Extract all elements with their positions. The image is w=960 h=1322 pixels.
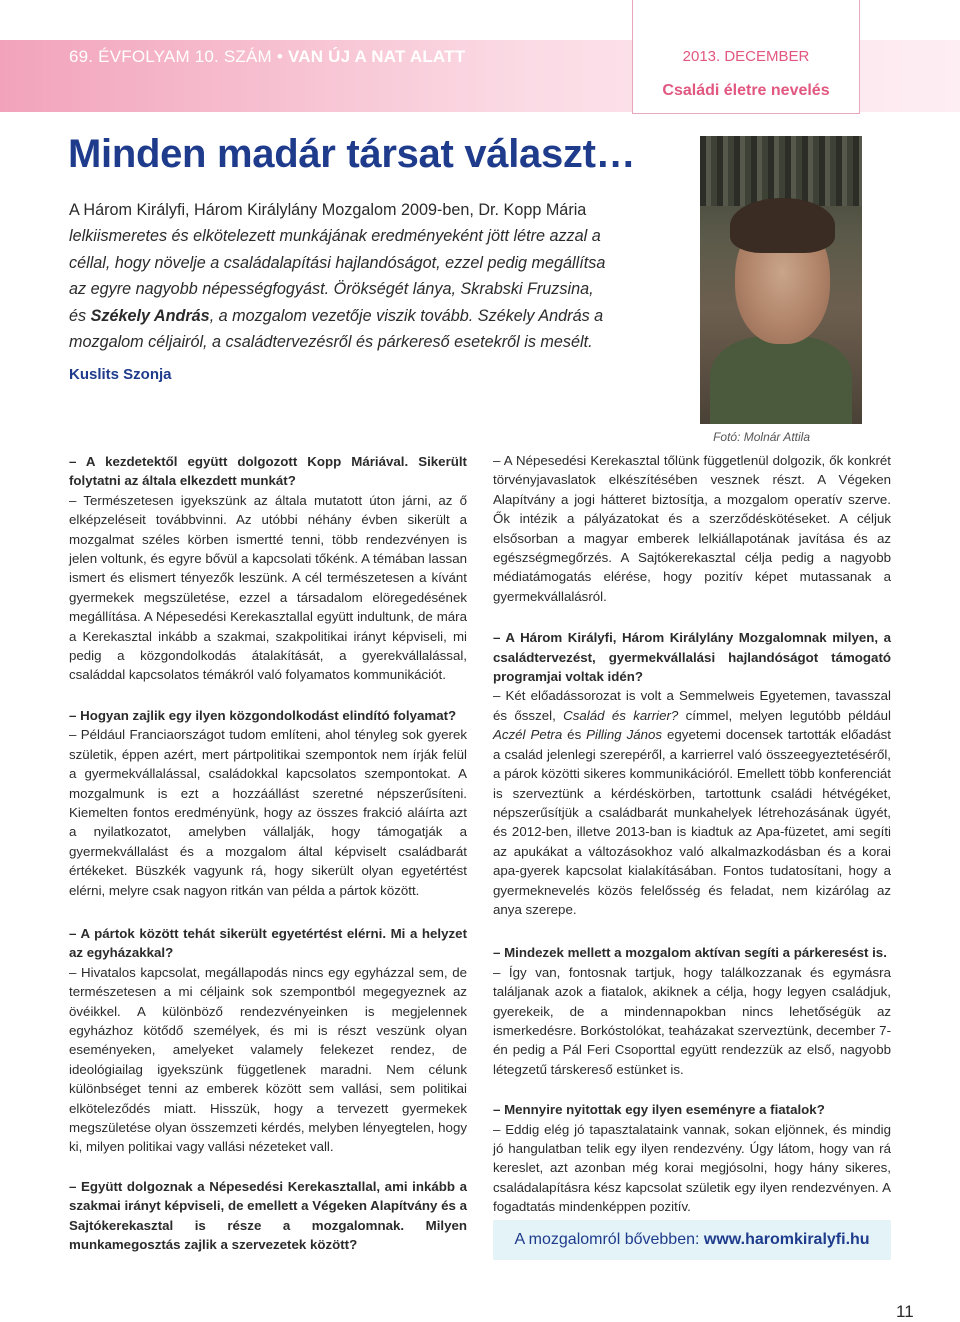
page-number: 11: [896, 1302, 914, 1321]
question: – Mennyire nyitottak egy ilyen eseményre a fiatalok?: [493, 1102, 825, 1118]
lecturer-name: Aczél Petra: [493, 727, 563, 743]
rubric-label: Családi életre nevelés: [662, 82, 830, 99]
answer: – Hivatalos kapcsolat, megállapodás nincs egy egyházzal sem, de természetesen a mi céljaink sok szempontból megegyeznek az övéikkel. A különböző rendezvényeinken is megjelennek egyházhoz kötődő személyek, és mi is részt veszünk olyan eseményeken, amelyeket valamely felekezet rendez, de ideológiailag igyekszünk függetlenek maradni. Nem célunk különbséget tenni az emberek között sem vallási, sem politikai elköteleződés miatt. Hisszük, hogy a tervezett gyermekek megszületése olyan összemzeti kérdés, melyben lényegtelen, hogy ki, milyen politikai vagy vallási nézeteket vall.: [69, 964, 467, 1155]
issue-date: 2013. DECEMBER: [682, 48, 810, 65]
header-tab: [632, 0, 860, 114]
photo-hair: [730, 198, 835, 253]
question: – Együtt dolgoznak a Népesedési Kerekasztallal, ami inkább a szakmai irányt képviseli, de emellett a Végeken Alapítvány és a Sajtókerekasztal is része a mozgalomnak. Milyen munkamegosztás zajlik a szervezetek között?: [69, 1178, 467, 1253]
lead-line: A Három Királyfi, Három Királylány Mozgalom 2009-ben, Dr. Kopp Mária: [69, 201, 587, 219]
answer: – Így van, fontosnak tartjuk, hogy találkozzanak és egymásra találjanak azok a fiatalok, akiknek a célja, hogy legyen családjuk, gyerekeik, de a mindennapokban nincs lehetőségük az ismerkedésre. Borkóstolókat, teaházakat szerveztünk, december 7-én pedig a Pál Feri Csoporttal együtt rendezzük az első, nagyobb létegzetű társkereső estünket is.: [493, 964, 891, 1077]
photo-body: [710, 336, 852, 424]
answer: – Eddig elég jó tapasztalataink vannak, sokan eljönnek, és mindig jó hangulatban telik egy ilyen rendezvény. Úgy látom, hogy van rá kereslet, azt azonban még korai megjósolni, hogy hány sikeres, családalapításra kész kapcsolat születik egy ilyen rendezvényen. A fogadtatás mindenképpen pozitív.: [493, 1121, 891, 1215]
answer-text: – Két előadássorozat is volt a Semmelweis Egyetemen, tavasszal és ősszel,: [493, 688, 891, 723]
lecture-title: Család és karrier?: [563, 707, 679, 723]
left-column: [69, 452, 467, 1254]
author-name: Kuslits Szonja: [69, 366, 172, 383]
photo-bookshelf: [700, 136, 862, 206]
lead-text: és: [69, 306, 91, 325]
answer-text: és: [562, 727, 587, 743]
lead-line: az egyre nagyobb népességfogyást. Örökségét lánya, Skrabski Fruzsina,: [69, 280, 594, 299]
question: – A kezdetektől együtt dolgozott Kopp Máriával. Sikerült folytatni az általa elkezdett munkát?: [69, 454, 467, 489]
issue-theme: VAN ÚJ A NAT ALATT: [287, 47, 466, 66]
website-link[interactable]: www.haromkiralyfi.hu: [703, 1231, 870, 1248]
lead-line: mozgalom céljairól, a családtervezésről és párkereső esetekről is mesélt.: [69, 333, 593, 352]
question: – A pártok között tehát sikerült egyetértést elérni. Mi a helyzet az egyházakkal?: [69, 925, 467, 961]
answer: – A Népesedési Kerekasztal tőlünk függetlenül dolgozik, ők konkrét törvényjavaslatok elkészítésében vesznek részt. A Végeken Alapítvány a jogi hátteret biztosítja, a mozgalom operatív szerve. Ők intézik a pályázatokat és a szerződéskötéseket. A céljuk elsősorban a magyar emberek lelkiállapotának javítása és az egészségmegőrzés. A Sajtókerekasztal célja pedig a nagyobb médiatámogatás elérése, hogy pozitív képet mutassanak a gyermekvállalásról.: [493, 453, 891, 604]
answer: – Természetesen igyekszünk az általa mutatott úton járni, az ő elképzeléseit továbbvinni. Az utóbbi néhány évben sikerült a mozgalmat széles körben ismertté tenni, több rendezvényen is jelen voltunk, és egyre bővül a kapcsolati tőkénk. A témában lassan ismert és elismert tényezők leszünk. A cél természetesen a kívánt gyermekek megszületése, ezzel a társadalom elöregedésének megállítása. A Népesedési Kerekasztallal együtt indultunk, de mára a Kerekasztal inkább a szakmai, szakpolitikai irányt képviseli, mi pedig a közgondolkodás átalakítását, a gyerekvállalással, családdal kapcsolatos témákról való folyamatos kommunikációt.: [69, 492, 467, 683]
question: – Mindezek mellett a mozgalom aktívan segíti a párkeresést is.: [493, 945, 887, 961]
more-info-label: A mozgalomról bővebben:: [514, 1231, 704, 1248]
more-info-box: [493, 1220, 891, 1260]
issue-line: [69, 47, 465, 67]
interviewee-name: Székely András: [90, 306, 210, 325]
lecturer-name: Pilling János: [586, 727, 663, 743]
lead-line: lelkiismeretes és elkötelezett munkájának eredményeként jött létre azzal a: [69, 227, 601, 246]
interviewee-photo: [700, 136, 862, 424]
question: – Hogyan zajlik egy ilyen közgondolkodást elindító folyamat?: [69, 707, 457, 723]
photo-credit: Fotó: Molnár Attila: [713, 430, 810, 444]
right-column: [493, 451, 891, 1217]
answer: [493, 686, 891, 919]
article-title: Minden madár társat választ…: [68, 132, 636, 176]
lead-text: , a mozgalom vezetője viszik tovább. Székely András a: [209, 306, 604, 325]
answer: – Például Franciaországot tudom említeni, ahol tényleg sok gyerek születik, éppen azért, mert pártpolitikai szempontok nem írják felül a gyermekvállalással, családokkal kapcsolatos szempontokat. A mozgalmunk is ezt a hozzáállást szeretné népszerűsíteni. Kiemelten fontos eredményünk, hogy az összes frakció aláírta azt a nyilatkozatot, amelyben vállalják, hogy támogatják a gyermekvállalást és a mozgalom által képviselt családbarát értékeket. Büszkék vagyunk rá, hogy sikerült olyan egyetértést elérni, melyre csak nagyon ritkán van példa a pártok között.: [69, 727, 467, 898]
lead-line: [69, 303, 684, 329]
issue-number: 69. ÉVFOLYAM 10. SZÁM •: [69, 47, 283, 66]
answer-text: egyetemi docensek tartották előadást a család jelenlegi szerepéről, a karrierrel való összeegyeztetéséről, a párok közötti sikeres kommunikációról. Emellett több konferenciát is szerveztünk a kérdéskörben, tartottunk családi hétvégéket, népszerűsítjük a családbarát munkahelyek létrehozásának ügyét, és 2012-ben, illetve 2013-ban is kiadtuk az Apa-füzetet, ami segíti az apukákat a változásokhoz való alkalmazkodásban és a korai apa-gyerek kapcsolat kialakításában. Fontos tudatosítani, hogy a gyermeknevelés közös felelősség és feladat, nem kizárólag az anya szerepe.: [493, 727, 891, 917]
article-lead: [69, 197, 684, 355]
question: – A Három Királyfi, Három Királylány Mozgalomnak milyen, a családtervezést, gyermekvállalási hajlandóságot támogató programjai voltak idén?: [493, 630, 891, 685]
answer-text: címmel, melyen legutóbb például: [678, 707, 891, 723]
lead-line: céllal, hogy növelje a családalapítási hajlandóságot, ezzel pedig megállítsa: [69, 253, 606, 272]
